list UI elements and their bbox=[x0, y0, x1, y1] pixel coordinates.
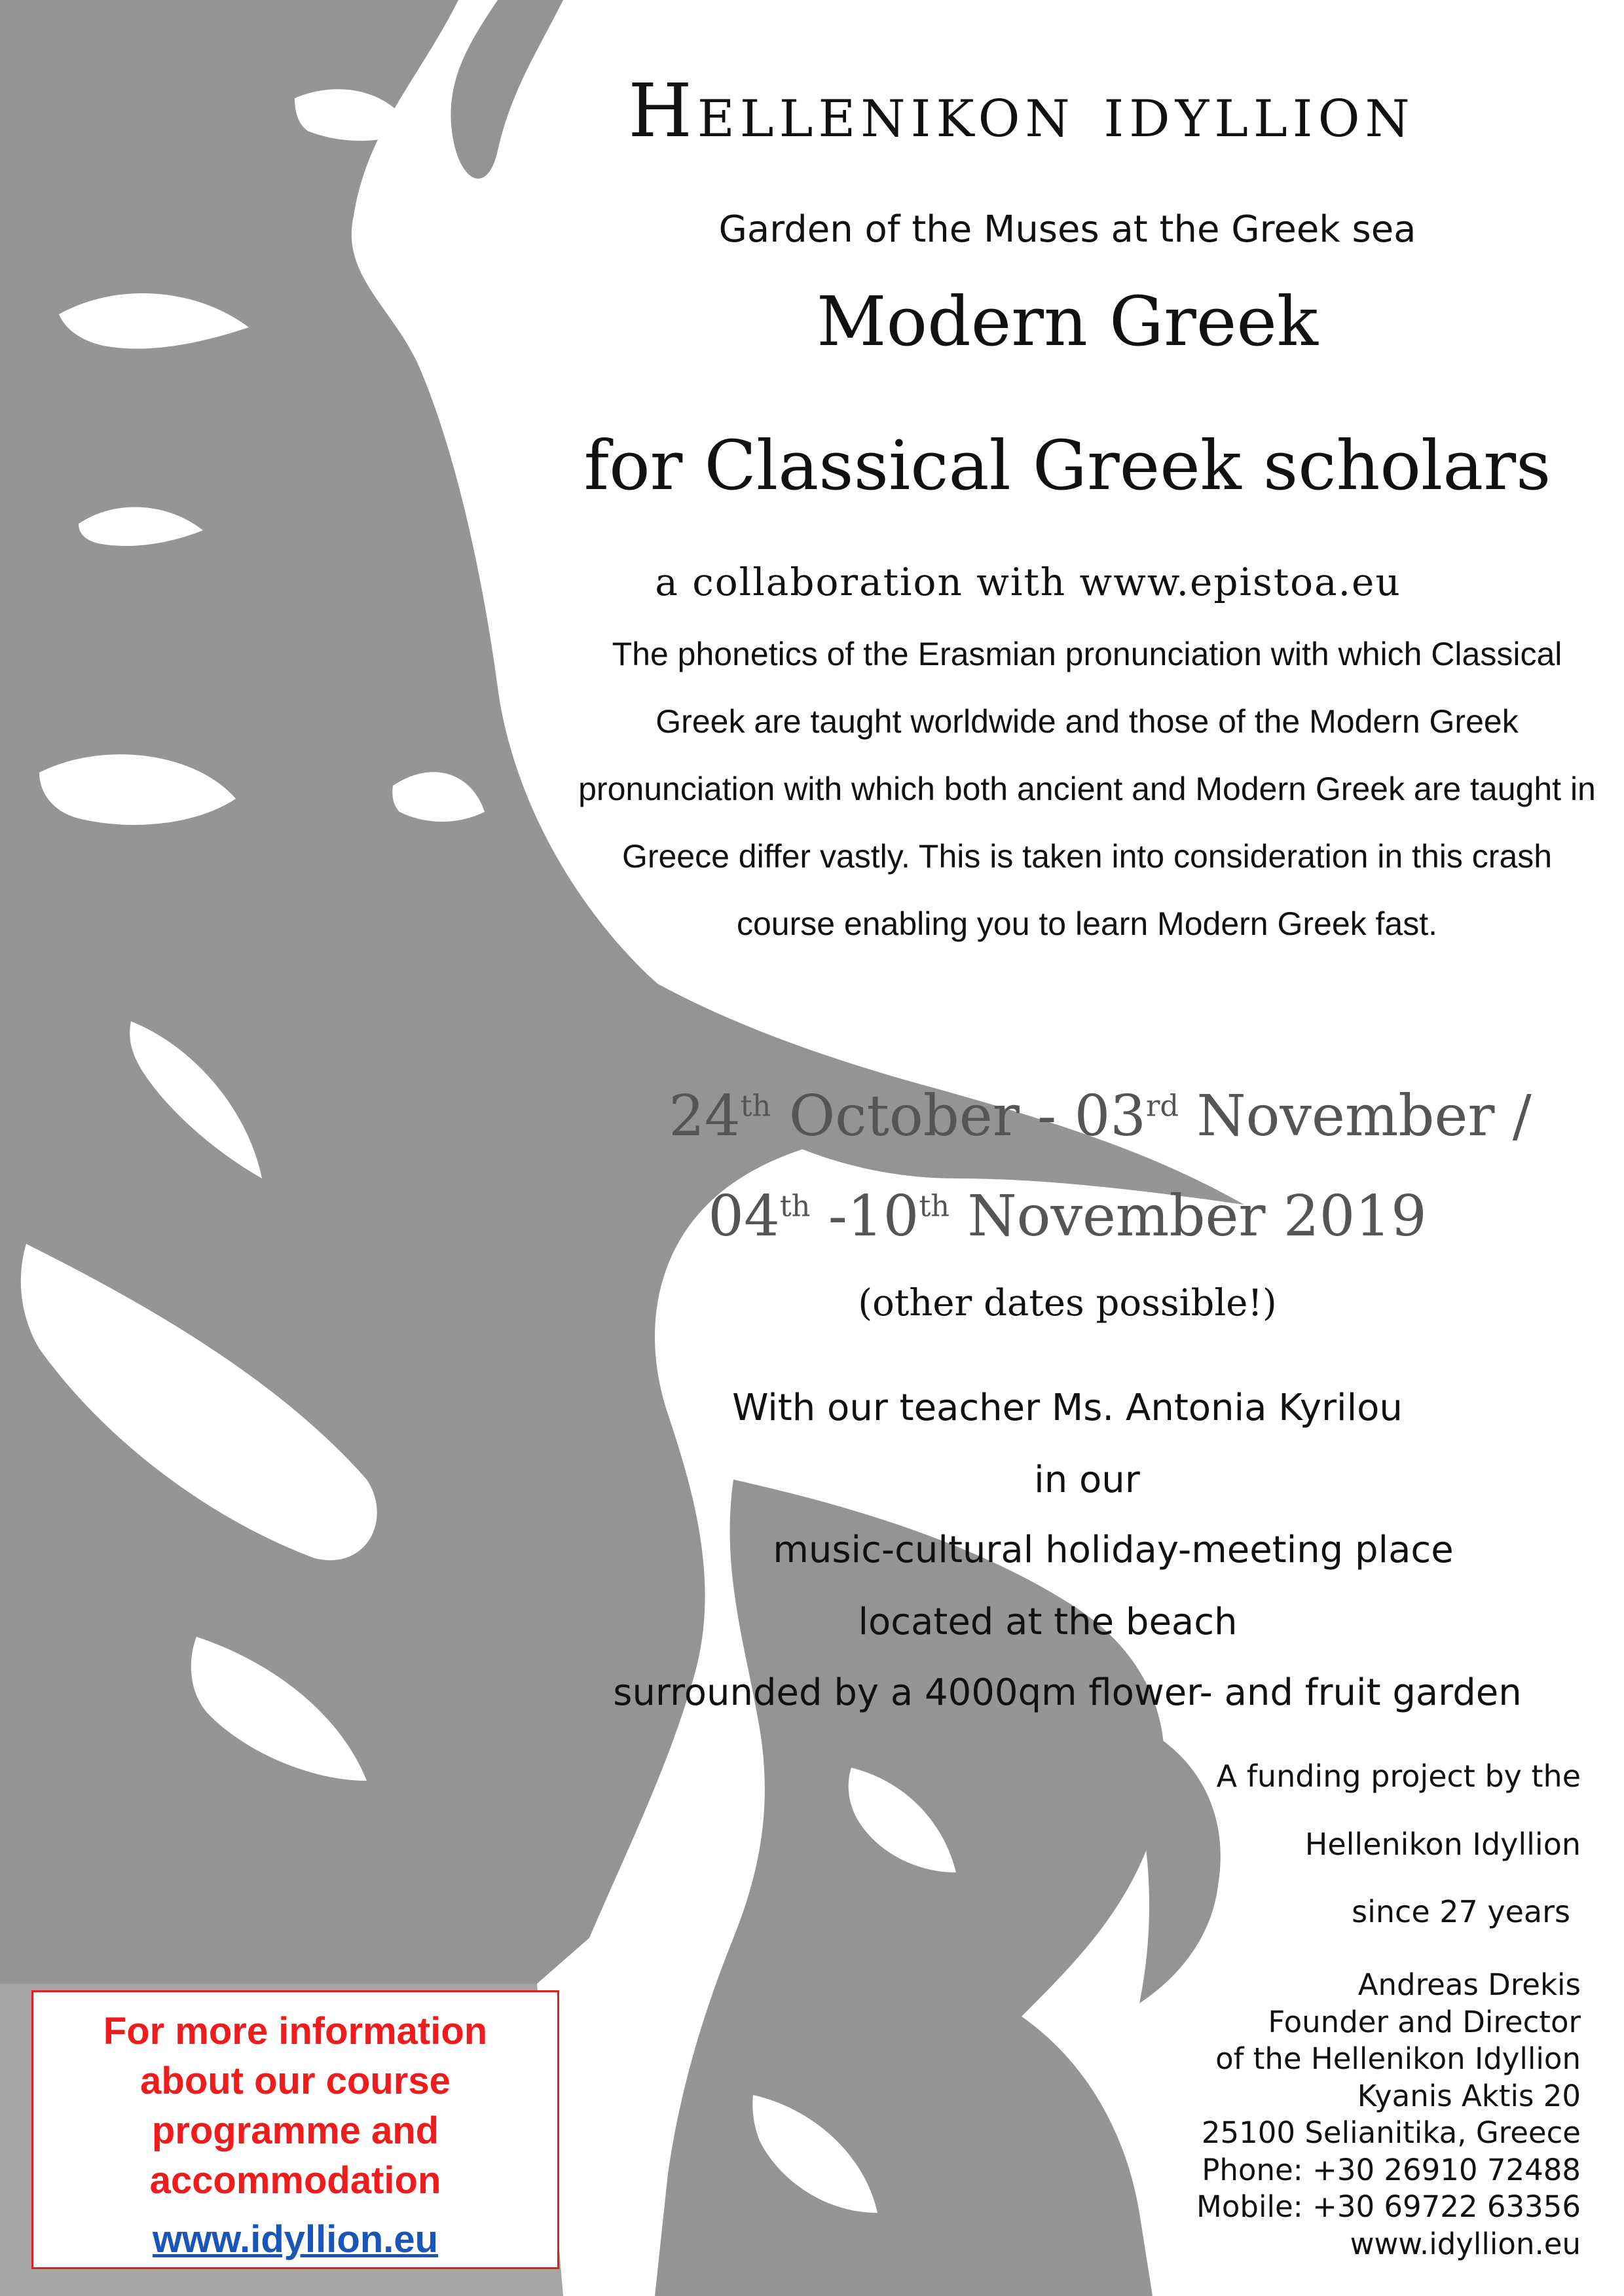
info-box-link[interactable]: www.idyllion.eu bbox=[152, 2218, 439, 2261]
poster-title: Hellenikon idyllion bbox=[628, 69, 1415, 154]
contact-phone: Phone: +30 26910 72488 bbox=[1202, 2152, 1581, 2187]
contact-org: of the Hellenikon Idyllion bbox=[1215, 2041, 1581, 2076]
date-suffix: th bbox=[779, 1188, 811, 1224]
contact-name: Andreas Drekis bbox=[1357, 1967, 1581, 2002]
date-suffix: rd bbox=[1146, 1088, 1179, 1123]
other-dates-note: (other dates possible!) bbox=[858, 1282, 1277, 1324]
course-title-line-2: for Classical Greek scholars bbox=[583, 426, 1551, 505]
contact-block bbox=[991, 1967, 1581, 2263]
contact-role: Founder and Director bbox=[1268, 2004, 1581, 2039]
info-box bbox=[31, 1990, 559, 2269]
date-month: November / bbox=[1179, 1084, 1532, 1149]
date-day: 03 bbox=[1074, 1084, 1146, 1149]
date-month: November 2019 bbox=[950, 1184, 1427, 1249]
contact-website[interactable]: www.idyllion.eu bbox=[1350, 2226, 1581, 2261]
contact-mobile: Mobile: +30 69722 63356 bbox=[1196, 2189, 1581, 2224]
date-separator: - bbox=[810, 1184, 847, 1249]
course-description: The phonetics of the Erasmian pronunciation with which Classical Greek are taught worldwide and those of the Modern Greek pronunciation with which both ancient and Modern Greek are taught in Greece differ vastly. This is taken into consideration in this crash course enabling you to learn Modern Greek fast. bbox=[578, 636, 1596, 942]
dates-line-2 bbox=[537, 1184, 1598, 1249]
poster-subtitle: Garden of the Muses at the Greek sea bbox=[718, 208, 1416, 251]
funding-line-1: A funding project by the bbox=[1216, 1758, 1581, 1794]
date-day: 10 bbox=[847, 1184, 919, 1249]
date-day: 04 bbox=[708, 1184, 780, 1249]
funding-line-2: Hellenikon Idyllion bbox=[1304, 1827, 1581, 1862]
funding-line-3: since 27 years bbox=[1352, 1894, 1570, 1929]
date-suffix: th bbox=[919, 1188, 950, 1224]
venue-line-4: surrounded by a 4000qm flower- and fruit garden bbox=[613, 1671, 1522, 1714]
dates-line-1 bbox=[589, 1084, 1611, 1149]
date-suffix: th bbox=[740, 1088, 771, 1123]
teacher-line: With our teacher Ms. Antonia Kyrilou bbox=[732, 1387, 1403, 1429]
collaboration-note: a collaboration with www.epistoa.eu bbox=[655, 560, 1401, 604]
contact-city: 25100 Selianitika, Greece bbox=[1201, 2115, 1581, 2150]
venue-line-3: located at the beach bbox=[858, 1601, 1238, 1643]
date-day: 24 bbox=[669, 1084, 741, 1149]
contact-street: Kyanis Aktis 20 bbox=[1357, 2078, 1581, 2113]
date-month: October - bbox=[771, 1084, 1075, 1149]
course-title-line-1: Modern Greek bbox=[817, 282, 1318, 361]
venue-line-1: in our bbox=[1034, 1459, 1140, 1501]
venue-line-2: music-cultural holiday-meeting place bbox=[773, 1529, 1454, 1571]
info-box-text: For more information about our course programme and accommodation bbox=[103, 2010, 488, 2202]
